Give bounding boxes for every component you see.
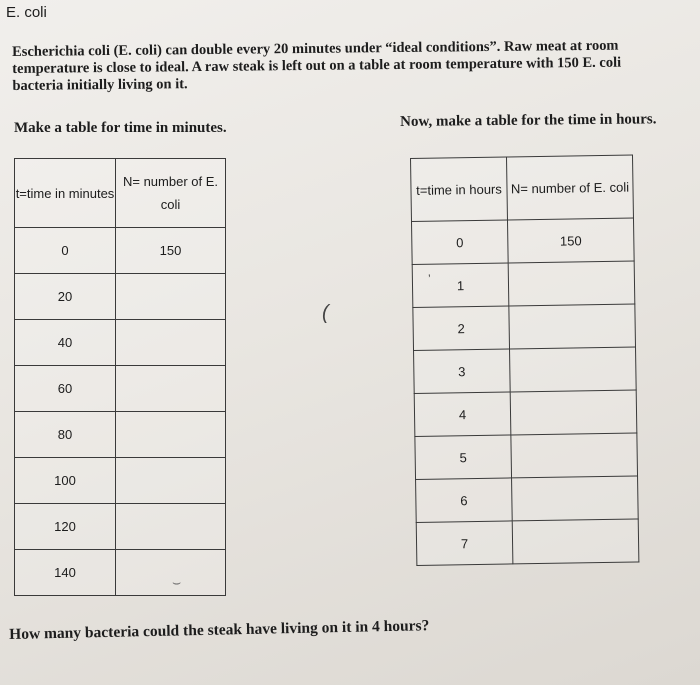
intro-paragraph: Escherichia coli (E. coli) can double every 20 minutes under “ideal conditions”. Raw meat at room temperature is close to ideal. A raw steak is left out on a table at room temperature with 150 E. coli bacteria initially living on it. — [12, 37, 622, 94]
time-cell: 4 — [414, 392, 511, 437]
count-cell[interactable] — [116, 458, 226, 504]
table-row — [416, 476, 639, 522]
hours-table-instruction — [400, 111, 657, 131]
time-cell: 5 — [415, 435, 512, 480]
table-row — [413, 304, 636, 350]
table-row — [15, 550, 226, 596]
count-cell[interactable] — [510, 347, 637, 392]
page-title: E. coli — [6, 4, 47, 21]
count-cell[interactable] — [116, 550, 226, 596]
table-row — [15, 366, 226, 412]
time-cell: 40 — [15, 320, 116, 366]
minutes-table — [14, 158, 226, 596]
instruction-suffix: . — [222, 120, 227, 136]
table-row — [15, 274, 226, 320]
time-cell: 0 — [15, 228, 116, 274]
time-cell: 1 — [412, 263, 509, 308]
count-cell[interactable] — [116, 320, 226, 366]
minutes-table-body — [15, 228, 226, 596]
table-row — [15, 504, 226, 550]
hours-table — [410, 154, 639, 565]
question-text: How many bacteria could the steak have living on it in 4 hours? — [9, 617, 430, 643]
table-row — [412, 261, 635, 307]
hours-table-body — [411, 218, 638, 565]
time-cell: 6 — [416, 478, 513, 523]
table-row — [415, 433, 638, 479]
count-cell[interactable]: 150 — [507, 218, 634, 263]
time-cell: 3 — [414, 349, 511, 394]
table-row — [411, 218, 634, 264]
minutes-table-instruction — [14, 120, 227, 137]
minutes-table-count-header: N= number of E. coli — [116, 159, 226, 228]
count-cell[interactable] — [508, 261, 635, 306]
table-row — [15, 228, 226, 274]
instruction-emphasis: hours — [615, 111, 653, 128]
count-cell[interactable] — [116, 274, 226, 320]
time-cell: 120 — [15, 504, 116, 550]
time-cell: 0 — [411, 220, 508, 265]
count-cell[interactable] — [116, 366, 226, 412]
table-row — [414, 347, 637, 393]
instruction-emphasis: minutes — [172, 120, 223, 136]
count-cell[interactable]: 150 — [116, 228, 226, 274]
time-cell: 2 — [413, 306, 510, 351]
table-row — [15, 458, 226, 504]
count-cell[interactable] — [116, 412, 226, 458]
pencil-squiggle: ⌣ — [172, 574, 182, 590]
pencil-tick: ’ — [428, 272, 431, 286]
count-cell[interactable] — [116, 504, 226, 550]
time-cell: 100 — [15, 458, 116, 504]
hours-table-count-header: N= number of E. coli — [506, 155, 633, 220]
table-row — [416, 519, 639, 565]
minutes-table-time-header: t=time in minutes — [15, 159, 116, 228]
count-cell[interactable] — [511, 433, 638, 478]
pencil-mark: ( — [322, 302, 329, 324]
count-cell[interactable] — [512, 519, 639, 564]
time-cell: 20 — [15, 274, 116, 320]
count-cell[interactable] — [510, 390, 637, 435]
instruction-suffix: . — [652, 111, 657, 128]
time-cell: 60 — [15, 366, 116, 412]
instruction-prefix: Make a table for time in — [14, 120, 173, 136]
instruction-prefix: Now, make a table for the time in — [400, 111, 617, 130]
count-cell[interactable] — [512, 476, 639, 521]
hours-table-time-header: t=time in hours — [411, 157, 508, 222]
table-row — [15, 320, 226, 366]
count-cell[interactable] — [509, 304, 636, 349]
table-row — [15, 412, 226, 458]
time-cell: 140 — [15, 550, 116, 596]
table-row — [414, 390, 637, 436]
time-cell: 80 — [15, 412, 116, 458]
time-cell: 7 — [416, 521, 513, 566]
